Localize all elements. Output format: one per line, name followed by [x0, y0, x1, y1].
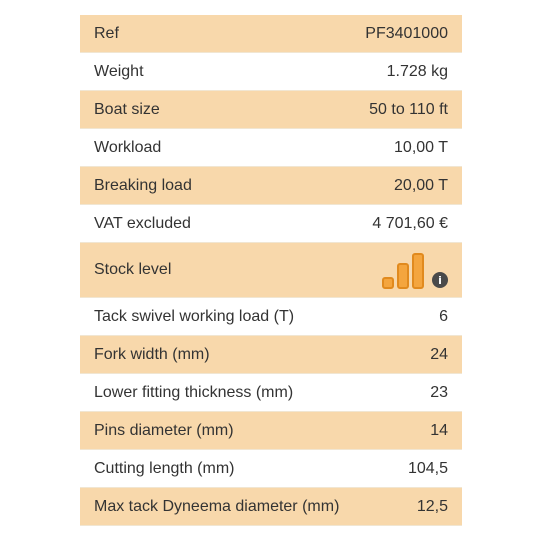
- spec-label-fork-width: Fork width (mm): [94, 345, 210, 363]
- info-icon[interactable]: i: [432, 272, 448, 288]
- spec-value-cutting-length: 104,5: [407, 459, 448, 477]
- spec-value-pins-diameter: 14: [430, 421, 448, 439]
- spec-row-breaking-load: [80, 167, 462, 205]
- spec-row-pins-diameter: [80, 412, 462, 450]
- spec-value-max-tack-dyneema-diameter: 12,5: [416, 497, 448, 515]
- spec-value-weight: 1.728 kg: [386, 62, 448, 80]
- spec-row-lower-fitting-thickness: [80, 374, 462, 412]
- stock-bar-1: [382, 277, 394, 289]
- spec-row-ref: [80, 15, 462, 53]
- stock-bars: [382, 253, 424, 289]
- spec-label-weight: Weight: [94, 62, 144, 80]
- spec-value-tack-swivel-working-load: 6: [439, 307, 448, 325]
- spec-label-stock-level: Stock level: [94, 261, 172, 278]
- product-spec-table: [80, 15, 462, 526]
- spec-label-vat-excluded: VAT excluded: [94, 214, 191, 232]
- spec-row-weight: [80, 53, 462, 91]
- spec-label-pins-diameter: Pins diameter (mm): [94, 421, 234, 439]
- stock-bar-3: [412, 253, 424, 289]
- spec-label-max-tack-dyneema-diameter: Max tack Dyneema diameter (mm): [94, 497, 340, 515]
- spec-value-boat-size: 50 to 110 ft: [369, 100, 448, 118]
- spec-value-ref: PF3401000: [365, 24, 448, 42]
- spec-value-breaking-load: 20,00 T: [394, 176, 448, 194]
- spec-label-boat-size: Boat size: [94, 100, 160, 118]
- spec-row-workload: [80, 129, 462, 167]
- stock-bar-2: [397, 263, 409, 289]
- spec-label-tack-swivel-working-load: Tack swivel working load (T): [94, 307, 295, 325]
- spec-label-ref: Ref: [94, 24, 119, 42]
- spec-label-cutting-length: Cutting length (mm): [94, 459, 235, 477]
- spec-row-boat-size: [80, 91, 462, 129]
- spec-value-workload: 10,00 T: [394, 138, 448, 156]
- spec-label-lower-fitting-thickness: Lower fitting thickness (mm): [94, 383, 294, 401]
- spec-row-stock-level: [80, 243, 462, 298]
- stock-level-indicator: [382, 251, 448, 289]
- spec-row-vat-excluded: [80, 205, 462, 243]
- spec-value-vat-excluded: 4 701,60 €: [372, 214, 448, 232]
- spec-label-breaking-load: Breaking load: [94, 176, 192, 194]
- spec-row-cutting-length: [80, 450, 462, 488]
- spec-row-fork-width: [80, 336, 462, 374]
- spec-value-fork-width: 24: [430, 345, 448, 363]
- spec-label-workload: Workload: [94, 138, 162, 156]
- spec-row-max-tack-dyneema-diameter: [80, 488, 462, 526]
- spec-value-lower-fitting-thickness: 23: [430, 383, 448, 401]
- spec-row-tack-swivel-working-load: [80, 298, 462, 336]
